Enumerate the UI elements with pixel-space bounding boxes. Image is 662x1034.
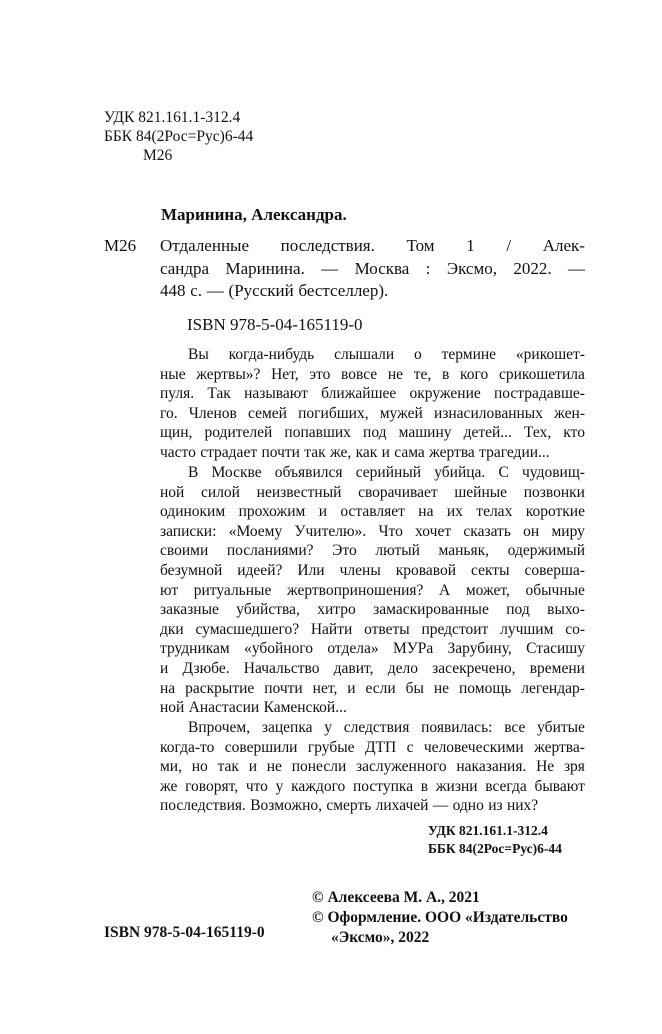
- word: го.: [160, 404, 178, 422]
- word: сумасшедшего?: [195, 620, 300, 638]
- word: одержимый: [507, 542, 585, 560]
- word: Что: [378, 522, 403, 540]
- word: кто: [563, 424, 585, 442]
- word: :: [425, 258, 431, 278]
- annotation-line: [160, 796, 585, 816]
- bbk-code: ББК 84(2Рос=Рус)6-44: [104, 128, 254, 145]
- annotation-line: [160, 679, 585, 699]
- word: Алек-: [542, 236, 585, 255]
- word: «рикошет-: [515, 346, 585, 363]
- word: же: [160, 777, 178, 795]
- word: раскрытие: [185, 679, 255, 697]
- word: пострадавше-: [493, 385, 585, 403]
- word: идеей?: [237, 561, 283, 579]
- word: —: [567, 258, 585, 278]
- annotation-line: [160, 365, 585, 385]
- bib-line: [160, 258, 585, 281]
- word: лютый: [375, 542, 420, 560]
- annotation-line: [160, 404, 585, 424]
- word: на: [418, 503, 434, 521]
- word: ответы: [364, 620, 410, 638]
- word: зря: [563, 758, 585, 776]
- word: давит,: [333, 659, 374, 677]
- word: замаскированные: [373, 601, 489, 619]
- word: хитро: [317, 601, 356, 619]
- word: 1: [466, 236, 475, 255]
- annotation-line: [160, 443, 585, 463]
- footer-udk: УДК 821.161.1-312.4: [428, 823, 548, 838]
- word: лихачей: [375, 797, 429, 815]
- word: «Моему: [228, 522, 283, 540]
- word: ближайшее: [321, 385, 397, 403]
- word: человеческими: [423, 738, 524, 756]
- word: обычные: [525, 581, 585, 599]
- word: но: [191, 758, 208, 776]
- word: оставляет: [340, 503, 405, 521]
- word: наказания.: [456, 758, 527, 776]
- annotation-line: [160, 620, 585, 640]
- word: одно: [452, 797, 484, 815]
- word: убийства,: [236, 601, 300, 619]
- word: появилась:: [421, 719, 493, 736]
- word: когда-то: [160, 738, 215, 756]
- word: (Русский: [228, 281, 294, 300]
- word: когда-нибудь: [228, 346, 315, 363]
- word: мужей: [379, 404, 423, 422]
- word: в: [442, 365, 450, 383]
- word: Нет,: [271, 365, 299, 383]
- word: сворачивает: [358, 483, 438, 501]
- annotation-line: [160, 345, 585, 365]
- copyright-author: © Алексеева М. А., 2021: [312, 889, 480, 906]
- word: ми,: [160, 758, 182, 776]
- word: у: [275, 777, 284, 795]
- copyright-design: © Оформление. ООО «Издательство: [312, 909, 568, 926]
- word: попавших: [284, 424, 351, 442]
- word: сама: [394, 443, 425, 461]
- word: сандра: [160, 258, 210, 278]
- word: он: [523, 522, 540, 540]
- annotation-line: [160, 423, 585, 443]
- word: жизни: [435, 777, 478, 795]
- word: и: [248, 758, 257, 776]
- word: нет,: [312, 679, 338, 697]
- word: телах: [476, 503, 513, 521]
- word: Отдаленные: [160, 236, 250, 255]
- word: Анастасии: [188, 699, 260, 717]
- word: у: [324, 719, 332, 736]
- word: совершили: [224, 738, 298, 756]
- word: маньяк,: [438, 542, 490, 560]
- word: жен-: [554, 404, 585, 422]
- word: —: [432, 797, 449, 815]
- word: с.: [190, 281, 203, 300]
- word: так: [217, 758, 239, 776]
- word: Или: [297, 561, 325, 579]
- word: силой: [201, 483, 240, 501]
- word: называют: [244, 385, 308, 403]
- word: прохожим: [238, 503, 306, 521]
- word: посланиями?: [226, 542, 314, 560]
- word: изнасилованных: [433, 404, 543, 422]
- annotation-paragraph-1: [160, 345, 585, 463]
- word: кого: [460, 365, 489, 383]
- word: Дзюбе.: [182, 659, 230, 677]
- word: все: [504, 719, 526, 736]
- word: заказные: [160, 601, 219, 619]
- word: 2022.: [513, 258, 552, 278]
- word: Зарубину,: [447, 640, 512, 658]
- word: так: [304, 443, 326, 461]
- word: и: [160, 659, 169, 677]
- word: из: [488, 797, 503, 815]
- word: под: [363, 424, 387, 442]
- word: смерть: [326, 797, 372, 815]
- word: машину: [398, 424, 452, 442]
- word: заслуженного: [356, 758, 447, 776]
- annotation-line: [160, 384, 585, 404]
- word: ДТП: [364, 738, 397, 756]
- annotation-line: [160, 600, 585, 620]
- word: Начальство: [243, 659, 320, 677]
- word: Каменской...: [263, 699, 347, 717]
- annotation-line: [160, 738, 585, 758]
- word: члены: [339, 561, 381, 579]
- word: легендар-: [521, 679, 585, 697]
- word: дки: [160, 620, 184, 638]
- word: ритуальные: [193, 581, 272, 599]
- isbn-line: ISBN 978-5-04-165119-0: [187, 315, 363, 334]
- word: предстоит: [421, 620, 489, 638]
- word: страдает: [200, 443, 258, 461]
- bibliographic-description: [160, 235, 585, 303]
- word: погибших,: [298, 404, 369, 422]
- word: Так: [207, 385, 231, 403]
- word: не: [387, 365, 404, 383]
- annotation-line: [160, 502, 585, 522]
- word: в: [420, 777, 429, 795]
- annotation-line: [160, 463, 585, 483]
- annotation-line: [160, 522, 585, 542]
- word: ной: [160, 699, 185, 717]
- word: секты: [471, 561, 510, 579]
- word: жертва: [429, 443, 475, 461]
- word: Тех,: [524, 424, 552, 442]
- word: трудникам: [160, 640, 230, 658]
- word: засекречено,: [432, 659, 516, 677]
- bib-line: [160, 280, 585, 303]
- word: позвонки: [523, 483, 585, 501]
- word: вовсе: [341, 365, 378, 383]
- word: убийца.: [434, 464, 486, 481]
- word: о: [413, 346, 422, 363]
- word: Возможно,: [250, 797, 323, 815]
- word: Вы: [188, 346, 209, 363]
- word: ные: [160, 365, 186, 383]
- word: и: [381, 443, 390, 461]
- annotation-line: [160, 581, 585, 601]
- word: сказать: [463, 522, 511, 540]
- word: почти: [264, 679, 303, 697]
- word: жертвы»?: [196, 365, 261, 383]
- word: дело: [387, 659, 418, 677]
- annotation-line: [160, 659, 585, 679]
- word: —: [206, 281, 224, 300]
- word: последствия.: [280, 236, 375, 255]
- word: серийный: [355, 464, 422, 481]
- annotation-line: [160, 777, 585, 797]
- word: одиноким: [160, 503, 226, 521]
- word: родителей: [204, 424, 273, 442]
- word: каждого: [291, 777, 346, 795]
- word: бывают: [534, 777, 585, 795]
- word: Том: [406, 236, 435, 255]
- word: Стасишу: [526, 640, 585, 658]
- word: всегда: [485, 777, 527, 795]
- footer-bbk: ББК 84(2Рос=Рус)6-44: [428, 841, 562, 856]
- word: Найти: [310, 620, 353, 638]
- word: говорят,: [185, 777, 239, 795]
- word: записки:: [160, 522, 217, 540]
- annotation-line: [160, 698, 585, 718]
- word: Эксмо,: [446, 258, 497, 278]
- word: если: [365, 679, 396, 697]
- word: как: [355, 443, 378, 461]
- word: В: [188, 464, 199, 481]
- word: семей: [248, 404, 287, 422]
- word: бы: [405, 679, 424, 697]
- word: что: [245, 777, 268, 795]
- word: грубые: [307, 738, 355, 756]
- word: отдела»: [327, 640, 379, 658]
- word: короткие: [525, 503, 585, 521]
- word: поступка: [353, 777, 414, 795]
- word: может,: [465, 581, 510, 599]
- word: срикошетила: [498, 365, 585, 383]
- word: безумной: [160, 561, 223, 579]
- word: окружение: [409, 385, 481, 403]
- word: Маринина.: [225, 258, 305, 278]
- word: последствия.: [160, 797, 246, 815]
- word: кровавой: [395, 561, 457, 579]
- word: и: [318, 503, 327, 521]
- annotation-line: [160, 757, 585, 777]
- isbn-footer: ISBN 978-5-04-165119-0: [104, 924, 265, 941]
- word: Москве: [211, 464, 262, 481]
- word: не: [433, 679, 450, 697]
- annotation-paragraph-3: [160, 718, 585, 816]
- word: Учителю».: [294, 522, 367, 540]
- word: МУРа: [392, 640, 434, 658]
- word: же,: [329, 443, 352, 461]
- word: ной: [160, 483, 185, 501]
- word: них?: [506, 797, 539, 815]
- word: на: [160, 679, 176, 697]
- author-mark-side: М26: [104, 236, 137, 255]
- word: объявился: [274, 464, 343, 481]
- annotation-line: [160, 561, 585, 581]
- word: помощь: [459, 679, 512, 697]
- word: понесли: [291, 758, 347, 776]
- word: «убойного: [244, 640, 314, 658]
- word: Членов: [188, 404, 237, 422]
- word: трагедии...: [479, 443, 550, 461]
- word: чудовищ-: [522, 464, 585, 481]
- word: миру: [551, 522, 585, 540]
- word: пуля.: [160, 385, 195, 403]
- annotation-line: [160, 483, 585, 503]
- word: соверша-: [524, 561, 585, 579]
- word: лучшим: [500, 620, 554, 638]
- author-heading: Маринина, Александра.: [161, 205, 347, 224]
- word: следствия: [343, 719, 410, 736]
- word: хочет: [415, 522, 452, 540]
- word: щин,: [160, 424, 193, 442]
- udk-code: УДК 821.161.1-312.4: [104, 109, 241, 126]
- word: термине: [441, 346, 497, 363]
- word: убитые: [537, 719, 585, 736]
- annotation-line: [160, 541, 585, 561]
- annotation-line: [160, 639, 585, 659]
- word: выхо-: [547, 601, 585, 619]
- annotation-line: [160, 718, 585, 738]
- bib-line: [160, 235, 585, 258]
- word: А: [439, 581, 451, 599]
- word: Впрочем,: [188, 719, 251, 736]
- word: со-: [565, 620, 585, 638]
- word: С: [498, 464, 509, 481]
- word: под: [506, 601, 530, 619]
- word: почти: [261, 443, 300, 461]
- word: и: [347, 679, 356, 697]
- word: это: [309, 365, 331, 383]
- word: детей...: [463, 424, 512, 442]
- word: с: [406, 738, 414, 756]
- word: их: [446, 503, 463, 521]
- word: Это: [332, 542, 357, 560]
- word: зацепка: [261, 719, 313, 736]
- word: ют: [160, 581, 179, 599]
- word: /: [506, 236, 512, 255]
- word: бестселлер).: [298, 281, 389, 300]
- word: те,: [413, 365, 432, 383]
- word: не: [266, 758, 282, 776]
- word: 448: [160, 281, 186, 300]
- word: жертва-: [534, 738, 585, 756]
- word: часто: [160, 443, 196, 461]
- copyright-publisher: «Эксмо», 2022: [331, 929, 430, 946]
- word: —: [321, 258, 339, 278]
- author-mark: М26: [143, 147, 173, 164]
- word: неизвестный: [256, 483, 342, 501]
- word: шейные: [454, 483, 508, 501]
- word: жертвоприношения?: [286, 581, 424, 599]
- word: времени: [529, 659, 585, 677]
- word: своими: [160, 542, 209, 560]
- word: Москва: [354, 258, 410, 278]
- word: слышали: [334, 346, 395, 363]
- word: Не: [536, 758, 555, 776]
- annotation-paragraph-2: [160, 463, 585, 718]
